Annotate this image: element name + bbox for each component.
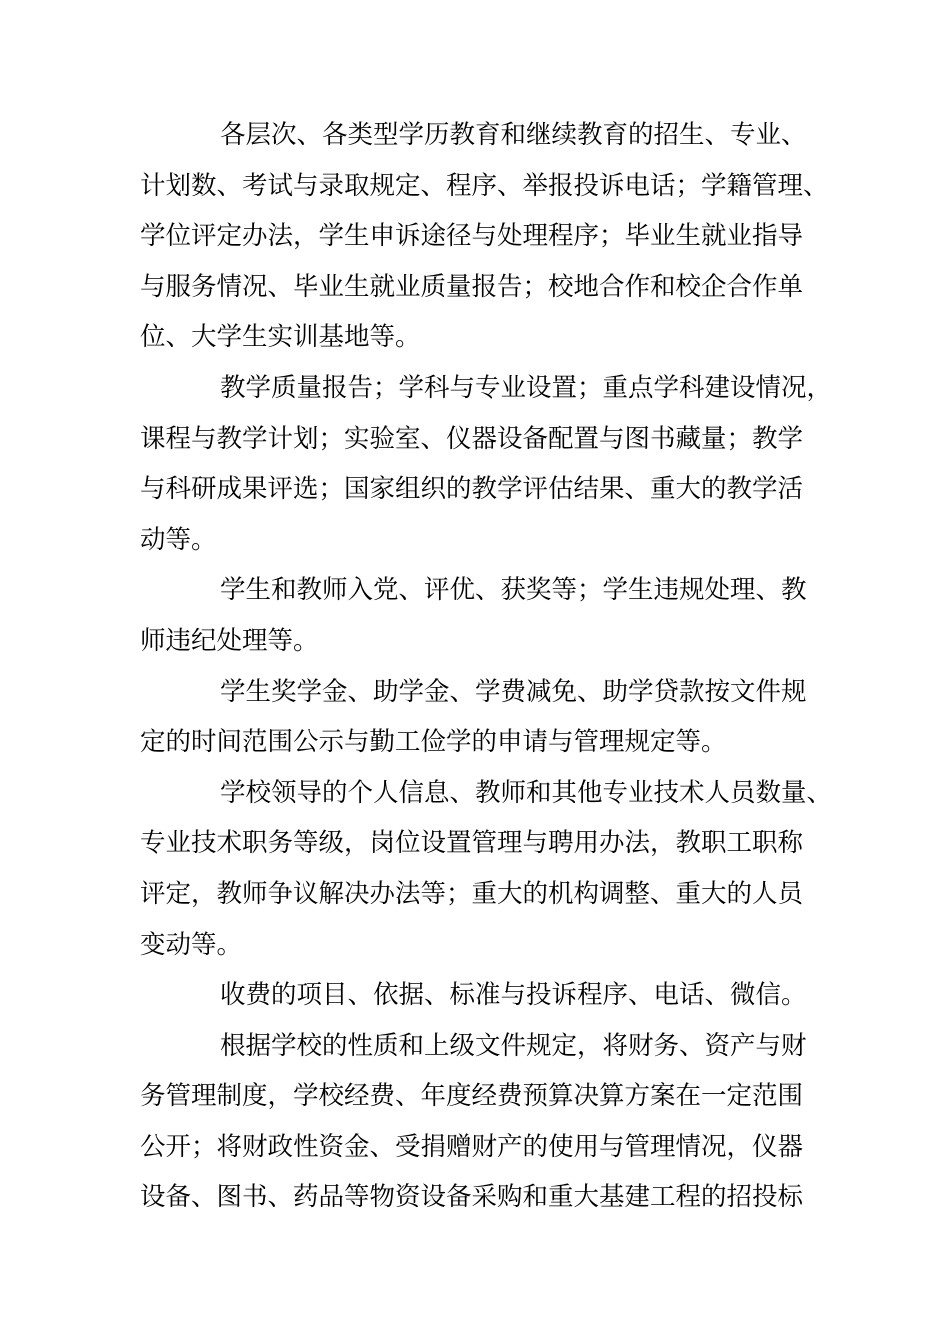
text-line: 学生和教师入党、评优、获奖等；学生违规处理、教 (220, 575, 807, 606)
paragraph-awards-discipline (140, 565, 830, 666)
document-body (140, 110, 833, 1223)
text-line: 课程与教学计划；实验室、仪器设备配置与图书藏量；教学 (140, 423, 804, 454)
text-line: 与科研成果评选；国家组织的教学评估结果、重大的教学活 (140, 474, 804, 505)
paragraph-teaching-quality (140, 363, 833, 565)
paragraph-finance (140, 1021, 830, 1223)
text-line: 评定，教师争议解决办法等；重大的机构调整、重大的人员 (140, 878, 804, 909)
text-line: 计划数、考试与录取规定、程序、举报投诉电话；学籍管理、 (140, 170, 829, 201)
paragraph-fees (140, 970, 830, 1021)
text-line: 各层次、各类型学历教育和继续教育的招生、专业、 (220, 120, 807, 150)
text-line: 务管理制度，学校经费、年度经费预算决算方案在一定范围 (140, 1081, 804, 1112)
text-line: 师违纪处理等。 (140, 625, 319, 656)
text-line: 与服务情况、毕业生就业质量报告；校地合作和校企合作单 (140, 271, 804, 302)
text-line: 学校领导的个人信息、教师和其他专业技术人员数量、 (220, 777, 833, 808)
text-line: 专业技术职务等级，岗位设置管理与聘用办法，教职工职称 (140, 828, 804, 859)
paragraph-enrollment (140, 110, 830, 363)
paragraph-personnel (140, 768, 833, 970)
text-line: 收费的项目、依据、标准与投诉程序、电话、微信。 (220, 980, 807, 1011)
text-line: 位、大学生实训基地等。 (140, 322, 421, 353)
text-line: 学位评定办法，学生申诉途径与处理程序；毕业生就业指导 (140, 221, 804, 252)
text-line: 设备、图书、药品等物资设备采购和重大基建工程的招投标 (140, 1182, 804, 1213)
paragraph-scholarships (140, 667, 830, 768)
text-line: 定的时间范围公示与勤工俭学的申请与管理规定等。 (140, 727, 727, 758)
text-line: 教学质量报告；学科与专业设置；重点学科建设情况， (220, 372, 833, 403)
text-line: 学生奖学金、助学金、学费减免、助学贷款按文件规 (220, 676, 807, 707)
text-line: 动等。 (140, 524, 217, 555)
text-line: 公开；将财政性资金、受捐赠财产的使用与管理情况，仪器 (140, 1131, 804, 1162)
text-line: 变动等。 (140, 929, 243, 960)
text-line: 根据学校的性质和上级文件规定，将财务、资产与财 (220, 1030, 807, 1061)
